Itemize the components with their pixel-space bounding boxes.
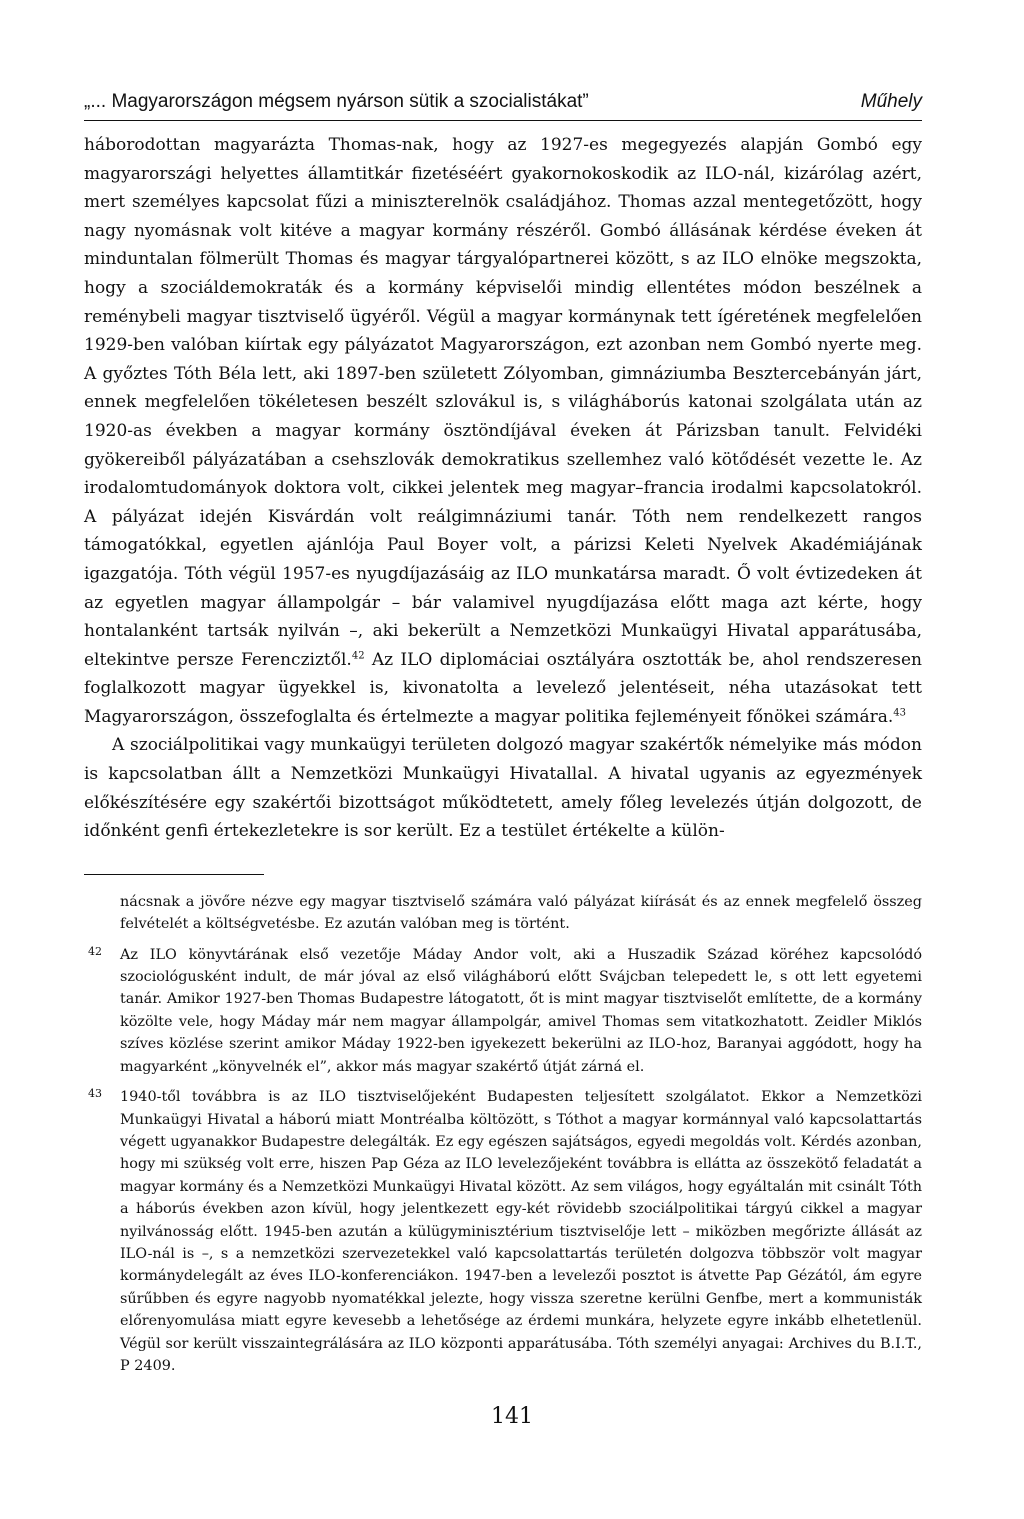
footnotes [84,891,922,1378]
paragraph [84,731,922,845]
running-head-title: „... Magyarországon mégsem nyárson sütik a szocialistákat” [84,91,589,112]
footnote-ref-42[interactable]: 42 [351,650,365,662]
footnote-number: 42 [88,944,102,958]
footnote-number: 43 [88,1087,102,1101]
page-number: 141 [491,1404,533,1429]
footnote-continuation [84,891,922,936]
paragraph-text: Az ILO diplomáciai osztályára osztották be, ahol rendszeresen foglalkozott magyar ügyekkel is, kivonatolta a levelező jelentéseit, néha utazásokat tett Magyarországon, összefoglalta és értelmezte a magyar politika fejleményeit főnökei számára. [84,649,922,727]
paragraph-text: háborodottan magyarázta Thomas-nak, hogy az 1927-es megegyezés alapján Gombó egy magyarországi helyettes államtitkár fizetéséért gyakornokoskodik az ILO-nál, kizárólag azért, mert személyes kapcsolat fűzi a miniszterelnök családjához. Thomas azzal mentegetőzött, hogy nagy nyomásnak volt kitéve a magyar kormány részéről. Gombó állásának kérdése éveken át minduntalan fölmerült Thomas és magyar tárgyalópartnerei között, s az ILO elnöke megszokta, hogy a szociáldemokraták és a kormány képviselői mindig ellentétes módon beszélnek a reménybeli magyar tisztviselő ügyéről. Végül a magyar kormánynak tett ígéretének megfelelően 1929-ben valóban kiírtak egy pályázatot Magyarországon, ezt azonban nem Gombó nyerte meg. A győztes Tóth Béla lett, aki 1897-ben született Zólyomban, gimnáziumba Besztercebányán járt, ennek megfelelően tökéletesen beszélt szlovákul is, s világháborús katonai szolgálata után az 1920-as években a magyar kormány ösztöndíjával éveken át Párizsban tanult. Felvidéki gyökereiből pályázatában a csehszlovák demokratikus szellemhez való kötődését vezette le. Az irodalomtudományok doktora volt, cikkei jelentek meg magyar–francia irodalmi kapcsolatokról. A pályázat idején Kisvárdán volt reálgimnáziumi tanár. Tóth nem rendelkezett rangos támogatókkal, egyetlen ajánlója Paul Boyer volt, a párizsi Keleti Nyelvek Akadémiájának igazgatója. Tóth végül 1957-es nyugdíjazásáig az ILO munkatársa maradt. Ő volt évtizedeken át az egyetlen magyar állampolgár – bár valamivel nyugdíjazása előtt maga azt kérte, hogy hontalanként tartsák nyilván –, aki bekerült a Nemzetközi Munkaügyi Hivatal apparátusába, eltekintve persze Ferencziztől. [84,135,922,670]
page [84,86,922,1385]
paragraph-text: A szociálpolitikai vagy munkaügyi területen dolgozó magyar szakértők némelyike más módon is kapcsolatban állt a Nemzetközi Munkaügyi Hivatallal. A hivatal ugyanis az egyezmények előkészítésére egy szakértői bizottságot működtetett, amely főleg levelezés útján dolgozott, de időnként genfi értekezletekre is sor került. Ez a testület értékelte a külön- [84,735,922,842]
footnote-text: Az ILO könyvtárának első vezetője Máday Andor volt, aki a Huszadik Század köréhez kapcsolódó szociológusként indult, de már jóval az első világháború előtt Svájcban telepedett le, s ott lett egyetemi tanár. Amikor 1927-ben Thomas Budapestre látogatott, őt is mint magyar tisztviselőt említette, de a kormány közölte vele, hogy Máday már nem magyar állampolgár, amivel Thomas sem vitatkozhatott. Zeidler Miklós szíves közlése szerint amikor Máday 1922-ben igyekezett bekerülni az ILO-hoz, Baranyai aggódott, hogy ha magyarként „könyvelnék el”, akkor más magyar szakértő útját zárná el. [120,946,922,1075]
footnote-text: nácsnak a jövőre nézve egy magyar tisztviselő számára való pályázat kiírását és az ennek megfelelő összeg felvételét a költségvetésbe. Ez azután valóban meg is történt. [120,893,922,933]
footnote-43 [84,1086,922,1377]
body-text [84,131,922,846]
running-head [84,86,922,121]
footnote-42 [84,944,922,1078]
running-head-section: Műhely [860,91,922,112]
footnote-ref-43[interactable]: 43 [893,707,906,719]
paragraph [84,131,922,731]
footnote-divider [84,874,264,875]
footnote-text: 1940-től továbbra is az ILO tisztviselőjeként Budapesten teljesített szolgálatot. Ekkor a Nemzetközi Munkaügyi Hivatal a háború miatt Montréalba költözött, s Tóthot a magyar kormánnyal való kapcsolattartás végett ugyanakkor Budapestre delegálták. Ez egy egészen sajátságos, egyedi megoldás volt. Kérdés azonban, hogy mi szükség volt erre, hiszen Pap Géza az ILO levelezőjeként továbbra is ellátta az összekötő feladatát a magyar kormány és a Nemzetközi Munkaügyi Hivatal között. Az sem világos, hogy egyáltalán mit csinált Tóth a háborús években azon kívül, hogy jelentkezett egy-két rövidebb szociálpolitikai tárgyú cikkel a magyar nyilvánosság előtt. 1945-ben azután a külügyminisztérium tisztviselője lett – miközben megőrizte állását az ILO-nál is –, s a nemzetközi szervezetekkel való kapcsolattartás területén dolgozva többször volt magyar kormánydelegált az éves ILO-konferenciákon. 1947-ben a levelezői posztot is átvette Pap Gézától, ám egyre sűrűbben és egyre nagyobb nyomatékkal jelezte, hogy vissza szeretne kerülni Genfbe, mert a kommunisták előrenyomulása miatt egyre kevesebb a lehetősége az érdemi munkára, helyzete egyre inkább elhetetlenül. Végül sor került visszaintegrálására az ILO központi apparátusába. Tóth személyi anyagai: Archives du B.I.T., P 2409. [120,1089,922,1374]
